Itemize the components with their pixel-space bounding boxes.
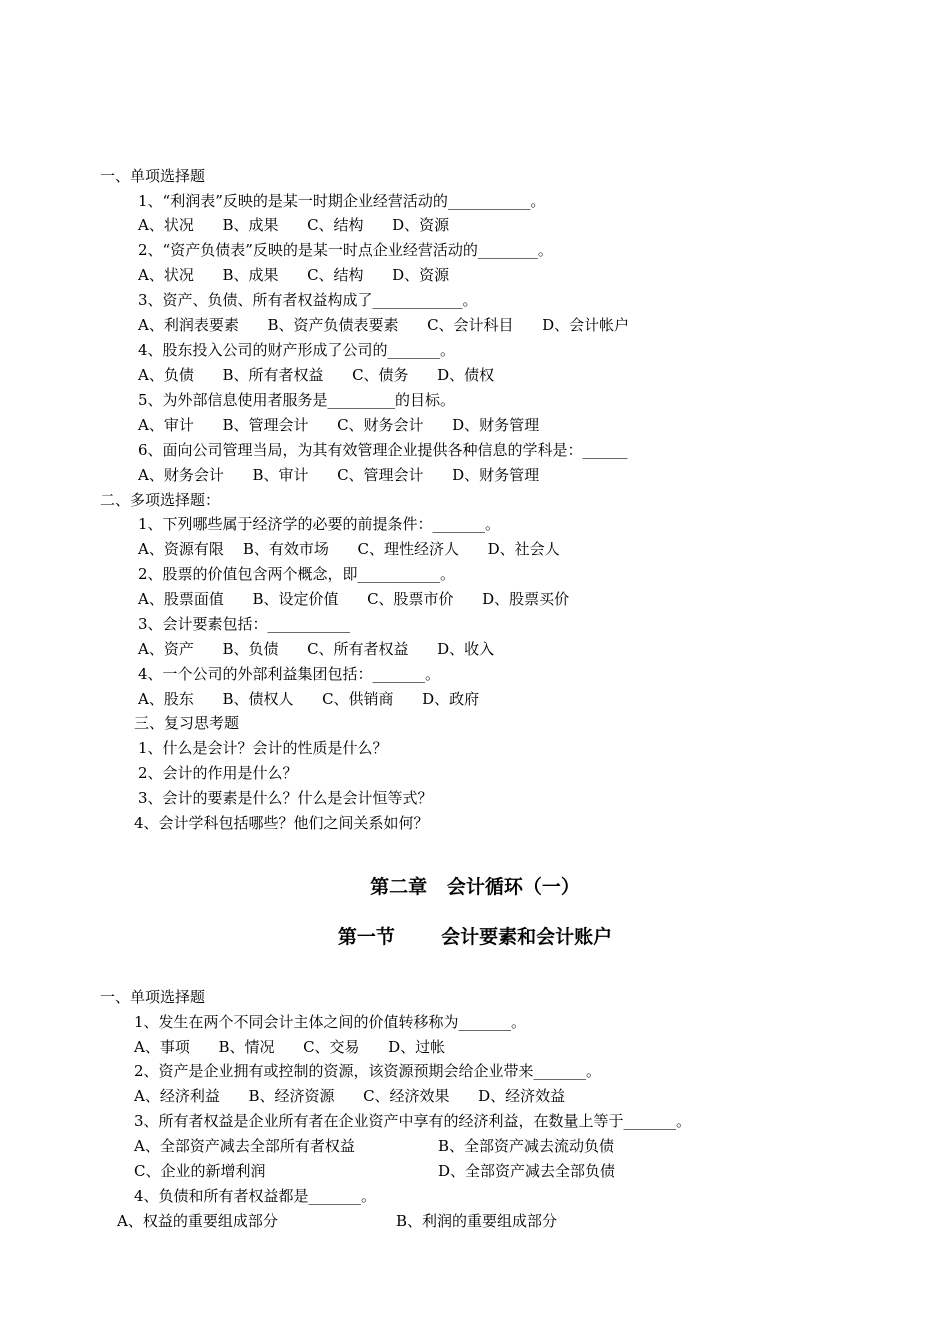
question-text: 1、发生在两个不同会计主体之间的价值转移称为_______。	[134, 1013, 527, 1031]
option-b: B、利润的重要组成部分	[396, 1212, 558, 1230]
option-a: A、全部资产减去全部所有者权益	[134, 1137, 355, 1155]
section-title: 第一节 会计要素和会计账户	[337, 926, 613, 948]
question-options: A、负债 B、所有者权益 C、债务 D、债权	[138, 366, 495, 384]
question-text: 1、“利润表”反映的是某一时期企业经营活动的___________。	[138, 192, 546, 210]
question-options: A、资源有限 B、有效市场 C、理性经济人 D、社会人	[138, 540, 560, 558]
question-text: 4、一个公司的外部利益集团包括：_______。	[138, 665, 441, 683]
option-d: D、全部资产减去全部负债	[438, 1162, 616, 1180]
review-question: 3、会计的要素是什么？什么是会计恒等式？	[138, 789, 433, 807]
section-heading-single-choice: 一、单项选择题	[100, 988, 206, 1006]
section-heading-single-choice: 一、单项选择题	[100, 167, 206, 185]
chapter-title: 第二章 会计循环（一）	[370, 876, 580, 898]
section-heading-review: 三、复习思考题	[134, 714, 240, 732]
review-question: 2、会计的作用是什么？	[138, 764, 298, 782]
question-options: A、股东 B、债权人 C、供销商 D、政府	[138, 690, 480, 708]
option-c: C、企业的新增利润	[134, 1162, 266, 1180]
question-text: 4、股东投入公司的财产形成了公司的_______。	[138, 341, 456, 359]
question-options: A、利润表要素 B、资产负债表要素 C、会计科目 D、会计帐户	[138, 316, 630, 334]
review-question: 4、会计学科包括哪些？他们之间关系如何？	[134, 814, 429, 832]
question-text: 3、会计要素包括：___________	[138, 615, 351, 633]
question-text: 6、面向公司管理当局，为其有效管理企业提供各种信息的学科是：______	[138, 441, 628, 459]
question-options: A、状况 B、成果 C、结构 D、资源	[138, 216, 450, 234]
question-text: 2、资产是企业拥有或控制的资源，该资源预期会给企业带来_______。	[134, 1062, 602, 1080]
option-b: B、全部资产减去流动负债	[438, 1137, 615, 1155]
question-text: 2、“资产负债表”反映的是某一时点企业经营活动的________。	[138, 241, 553, 259]
option-a: A、权益的重要组成部分	[117, 1212, 278, 1230]
question-options: A、事项 B、情况 C、交易 D、过帐	[134, 1038, 446, 1056]
question-options: A、财务会计 B、审计 C、管理会计 D、财务管理	[138, 466, 540, 484]
section-heading-multiple-choice: 二、多项选择题：	[100, 491, 221, 509]
review-question: 1、什么是会计？会计的性质是什么？	[138, 739, 388, 757]
question-text: 2、股票的价值包含两个概念，即___________。	[138, 565, 456, 583]
question-text: 1、下列哪些属于经济学的必要的前提条件：_______。	[138, 515, 501, 533]
question-options: A、审计 B、管理会计 C、财务会计 D、财务管理	[138, 416, 540, 434]
question-options: A、资产 B、负债 C、所有者权益 D、收入	[138, 640, 495, 658]
question-options: A、状况 B、成果 C、结构 D、资源	[138, 266, 450, 284]
question-options: A、经济利益 B、经济资源 C、经济效果 D、经济效益	[134, 1087, 566, 1105]
question-options: A、股票面值 B、设定价值 C、股票市价 D、股票买价	[138, 590, 570, 608]
question-text: 4、负债和所有者权益都是_______。	[134, 1187, 377, 1205]
question-text: 3、所有者权益是企业所有者在企业资产中享有的经济利益，在数量上等于_______。	[134, 1112, 692, 1130]
question-text: 5、为外部信息使用者服务是_________的目标。	[138, 391, 456, 409]
question-text: 3、资产、负债、所有者权益构成了____________。	[138, 291, 478, 309]
